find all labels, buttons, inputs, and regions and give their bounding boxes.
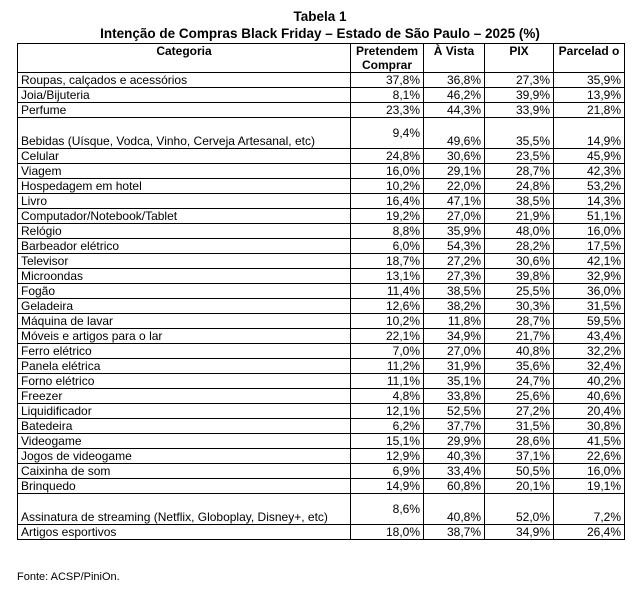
header-categoria: Categoria (18, 44, 351, 73)
cell-a-vista: 34,9% (424, 329, 485, 344)
table-row (18, 314, 625, 329)
cell-pretendem-comprar: 18,7% (351, 254, 424, 269)
cell-pix: 31,5% (485, 419, 554, 434)
table-row (18, 479, 625, 494)
cell-categoria: Móveis e artigos para o lar (18, 329, 351, 344)
cell-categoria: Artigos esportivos (18, 525, 351, 540)
cell-a-vista: 44,3% (424, 103, 485, 118)
table-row (18, 103, 625, 118)
cell-a-vista: 29,1% (424, 164, 485, 179)
cell-a-vista: 27,0% (424, 344, 485, 359)
cell-categoria: Caixinha de som (18, 464, 351, 479)
cell-pix: 40,8% (485, 344, 554, 359)
table-row (18, 419, 625, 434)
header-pretendem-comprar: Pretendem Comprar (351, 44, 424, 73)
cell-pix: 35,6% (485, 359, 554, 374)
cell-pix: 38,5% (485, 194, 554, 209)
table-header-row (18, 44, 625, 73)
cell-pix: 25,5% (485, 284, 554, 299)
cell-pix: 35,5% (485, 118, 554, 149)
cell-pix: 21,7% (485, 329, 554, 344)
cell-parcelado: 43,4% (554, 329, 625, 344)
purchase-intent-table (17, 43, 625, 540)
cell-parcelado: 17,5% (554, 239, 625, 254)
cell-pix: 39,8% (485, 269, 554, 284)
cell-pretendem-comprar: 8,6% (351, 494, 424, 525)
cell-parcelado: 31,5% (554, 299, 625, 314)
cell-pretendem-comprar: 12,9% (351, 449, 424, 464)
cell-pretendem-comprar: 15,1% (351, 434, 424, 449)
cell-parcelado: 42,3% (554, 164, 625, 179)
cell-pix: 39,9% (485, 88, 554, 103)
cell-categoria: Bebidas (Uísque, Vodca, Vinho, Cerveja Artesanal, etc) (18, 118, 351, 149)
cell-pretendem-comprar: 8,1% (351, 88, 424, 103)
cell-parcelado: 40,2% (554, 374, 625, 389)
table-row (18, 494, 625, 525)
cell-a-vista: 38,7% (424, 525, 485, 540)
cell-pretendem-comprar: 9,4% (351, 118, 424, 149)
cell-categoria: Máquina de lavar (18, 314, 351, 329)
table-row (18, 525, 625, 540)
cell-categoria: Roupas, calçados e acessórios (18, 73, 351, 88)
cell-a-vista: 22,0% (424, 179, 485, 194)
cell-pretendem-comprar: 6,9% (351, 464, 424, 479)
cell-parcelado: 19,1% (554, 479, 625, 494)
cell-parcelado: 30,8% (554, 419, 625, 434)
table-row (18, 374, 625, 389)
cell-pretendem-comprar: 16,0% (351, 164, 424, 179)
table-row (18, 239, 625, 254)
cell-parcelado: 14,3% (554, 194, 625, 209)
table-row (18, 179, 625, 194)
cell-categoria: Barbeador elétrico (18, 239, 351, 254)
cell-a-vista: 36,8% (424, 73, 485, 88)
table-title: Tabela 1 (293, 9, 347, 24)
cell-a-vista: 54,3% (424, 239, 485, 254)
cell-pix: 52,0% (485, 494, 554, 525)
cell-pix: 27,2% (485, 404, 554, 419)
cell-pix: 28,7% (485, 164, 554, 179)
table-row (18, 389, 625, 404)
cell-categoria: Ferro elétrico (18, 344, 351, 359)
cell-pretendem-comprar: 23,3% (351, 103, 424, 118)
table-row (18, 209, 625, 224)
cell-pix: 28,2% (485, 239, 554, 254)
cell-a-vista: 27,2% (424, 254, 485, 269)
cell-categoria: Viagem (18, 164, 351, 179)
cell-a-vista: 31,9% (424, 359, 485, 374)
cell-a-vista: 47,1% (424, 194, 485, 209)
header-parcelado: Parcelad o (554, 44, 625, 73)
cell-a-vista: 35,9% (424, 224, 485, 239)
table-row (18, 359, 625, 374)
cell-a-vista: 33,8% (424, 389, 485, 404)
cell-pretendem-comprar: 16,4% (351, 194, 424, 209)
cell-pretendem-comprar: 4,8% (351, 389, 424, 404)
cell-a-vista: 49,6% (424, 118, 485, 149)
cell-parcelado: 32,4% (554, 359, 625, 374)
cell-parcelado: 20,4% (554, 404, 625, 419)
cell-parcelado: 59,5% (554, 314, 625, 329)
cell-categoria: Livro (18, 194, 351, 209)
cell-pretendem-comprar: 8,8% (351, 224, 424, 239)
table-row (18, 73, 625, 88)
cell-categoria: Freezer (18, 389, 351, 404)
cell-a-vista: 40,8% (424, 494, 485, 525)
cell-pretendem-comprar: 11,4% (351, 284, 424, 299)
source-note: Fonte: ACSP/PiniOn. (17, 571, 120, 583)
cell-categoria: Jogos de videogame (18, 449, 351, 464)
cell-pretendem-comprar: 12,1% (351, 404, 424, 419)
cell-pretendem-comprar: 7,0% (351, 344, 424, 359)
cell-parcelado: 51,1% (554, 209, 625, 224)
table-row (18, 344, 625, 359)
cell-pix: 20,1% (485, 479, 554, 494)
cell-pretendem-comprar: 22,1% (351, 329, 424, 344)
cell-categoria: Assinatura de streaming (Netflix, Globoplay, Disney+, etc) (18, 494, 351, 525)
cell-parcelado: 42,1% (554, 254, 625, 269)
cell-parcelado: 35,9% (554, 73, 625, 88)
cell-pretendem-comprar: 12,6% (351, 299, 424, 314)
cell-pretendem-comprar: 37,8% (351, 73, 424, 88)
cell-a-vista: 30,6% (424, 149, 485, 164)
table-row (18, 464, 625, 479)
cell-pretendem-comprar: 13,1% (351, 269, 424, 284)
cell-pretendem-comprar: 10,2% (351, 314, 424, 329)
cell-parcelado: 16,0% (554, 464, 625, 479)
cell-categoria: Geladeira (18, 299, 351, 314)
cell-categoria: Joia/Bijuteria (18, 88, 351, 103)
table-row (18, 404, 625, 419)
cell-a-vista: 29,9% (424, 434, 485, 449)
cell-a-vista: 35,1% (424, 374, 485, 389)
cell-a-vista: 60,8% (424, 479, 485, 494)
cell-categoria: Liquidificador (18, 404, 351, 419)
cell-categoria: Perfume (18, 103, 351, 118)
table-row (18, 434, 625, 449)
cell-parcelado: 21,8% (554, 103, 625, 118)
cell-pix: 24,7% (485, 374, 554, 389)
cell-a-vista: 46,2% (424, 88, 485, 103)
cell-parcelado: 16,0% (554, 224, 625, 239)
table-row (18, 118, 625, 149)
table-row (18, 329, 625, 344)
table-body (18, 73, 625, 540)
table-row (18, 88, 625, 103)
cell-pix: 30,6% (485, 254, 554, 269)
cell-parcelado: 13,9% (554, 88, 625, 103)
cell-categoria: Computador/Notebook/Tablet (18, 209, 351, 224)
cell-pretendem-comprar: 14,9% (351, 479, 424, 494)
cell-pix: 37,1% (485, 449, 554, 464)
cell-pix: 34,9% (485, 525, 554, 540)
cell-categoria: Forno elétrico (18, 374, 351, 389)
cell-parcelado: 22,6% (554, 449, 625, 464)
cell-a-vista: 40,3% (424, 449, 485, 464)
table-row (18, 254, 625, 269)
cell-categoria: Celular (18, 149, 351, 164)
cell-pix: 33,9% (485, 103, 554, 118)
cell-a-vista: 27,0% (424, 209, 485, 224)
cell-a-vista: 37,7% (424, 419, 485, 434)
cell-a-vista: 11,8% (424, 314, 485, 329)
cell-parcelado: 32,2% (554, 344, 625, 359)
table-row (18, 224, 625, 239)
cell-categoria: Relógio (18, 224, 351, 239)
cell-parcelado: 53,2% (554, 179, 625, 194)
cell-pix: 24,8% (485, 179, 554, 194)
cell-parcelado: 41,5% (554, 434, 625, 449)
table-subtitle: Intenção de Compras Black Friday – Estado de São Paulo – 2025 (%) (100, 26, 540, 41)
cell-pretendem-comprar: 19,2% (351, 209, 424, 224)
cell-pretendem-comprar: 11,1% (351, 374, 424, 389)
cell-pix: 28,7% (485, 314, 554, 329)
cell-pretendem-comprar: 6,0% (351, 239, 424, 254)
cell-pretendem-comprar: 10,2% (351, 179, 424, 194)
table-row (18, 164, 625, 179)
cell-categoria: Fogão (18, 284, 351, 299)
cell-categoria: Videogame (18, 434, 351, 449)
cell-categoria: Televisor (18, 254, 351, 269)
table-row (18, 284, 625, 299)
cell-pix: 28,6% (485, 434, 554, 449)
cell-parcelado: 26,4% (554, 525, 625, 540)
cell-parcelado: 45,9% (554, 149, 625, 164)
cell-parcelado: 7,2% (554, 494, 625, 525)
cell-pretendem-comprar: 11,2% (351, 359, 424, 374)
cell-categoria: Panela elétrica (18, 359, 351, 374)
header-pix: PIX (485, 44, 554, 73)
table-row (18, 449, 625, 464)
cell-categoria: Batedeira (18, 419, 351, 434)
cell-pix: 50,5% (485, 464, 554, 479)
cell-pretendem-comprar: 18,0% (351, 525, 424, 540)
cell-categoria: Hospedagem em hotel (18, 179, 351, 194)
table-row (18, 269, 625, 284)
cell-a-vista: 33,4% (424, 464, 485, 479)
table-row (18, 194, 625, 209)
cell-pix: 23,5% (485, 149, 554, 164)
cell-categoria: Brinquedo (18, 479, 351, 494)
cell-pix: 48,0% (485, 224, 554, 239)
cell-parcelado: 14,9% (554, 118, 625, 149)
cell-pix: 27,3% (485, 73, 554, 88)
cell-a-vista: 38,2% (424, 299, 485, 314)
cell-pretendem-comprar: 6,2% (351, 419, 424, 434)
table-row (18, 149, 625, 164)
cell-a-vista: 52,5% (424, 404, 485, 419)
cell-a-vista: 27,3% (424, 269, 485, 284)
cell-pretendem-comprar: 24,8% (351, 149, 424, 164)
cell-a-vista: 38,5% (424, 284, 485, 299)
cell-categoria: Microondas (18, 269, 351, 284)
table-row (18, 299, 625, 314)
cell-pix: 25,6% (485, 389, 554, 404)
cell-parcelado: 36,0% (554, 284, 625, 299)
cell-pix: 30,3% (485, 299, 554, 314)
cell-parcelado: 40,6% (554, 389, 625, 404)
cell-pix: 21,9% (485, 209, 554, 224)
cell-parcelado: 32,9% (554, 269, 625, 284)
header-a-vista: À Vista (424, 44, 485, 73)
